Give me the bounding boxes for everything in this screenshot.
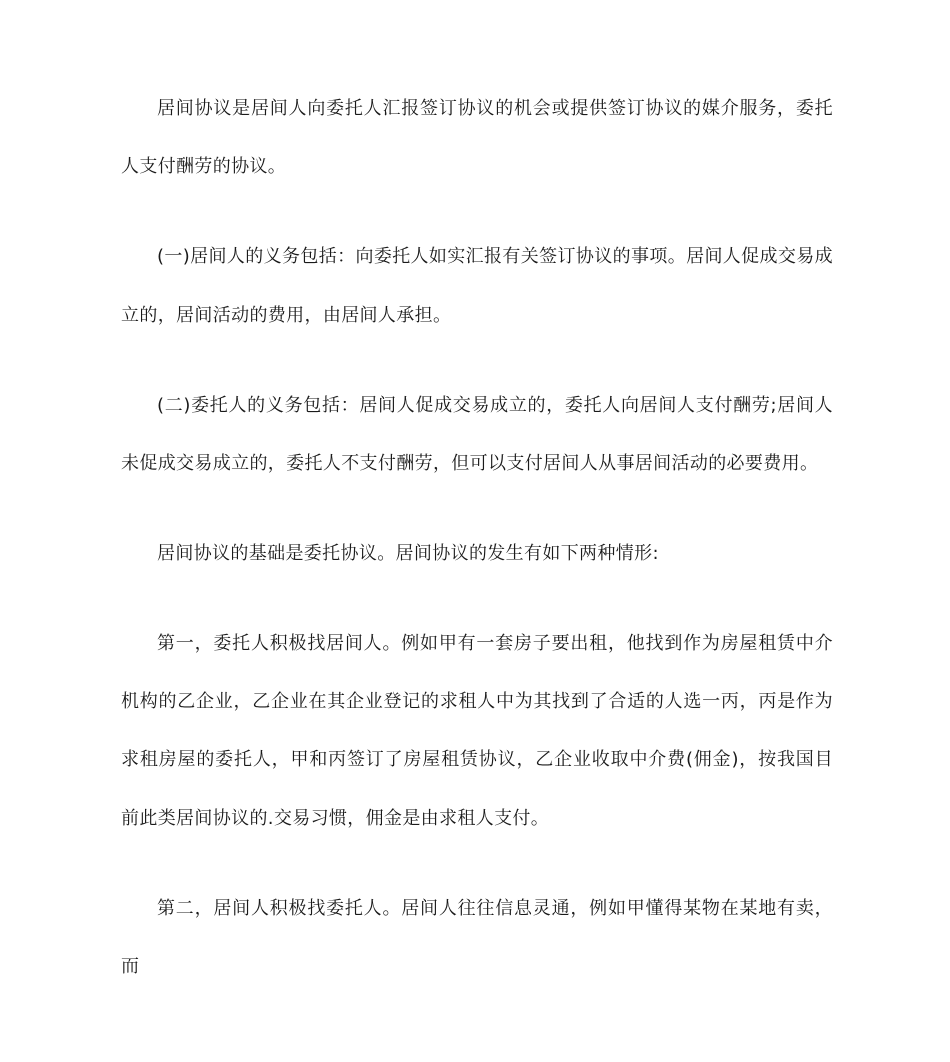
paragraph-case-two: 第二，居间人积极找委托人。居间人往往信息灵通，例如甲懂得某物在某地有卖，而: [121, 897, 833, 977]
document-body: [121, 80, 833, 996]
paragraph-basis: 居间协议的基础是委托协议。居间协议的发生有如下两种情形:: [157, 542, 659, 564]
paragraph-client-duties: (二)委托人的义务包括：居间人促成交易成立的，委托人向居间人支付酬劳;居间人未促成交易成立的，委托人不支付酬劳，但可以支付居间人从事居间活动的必要费用。: [121, 394, 833, 474]
paragraph-definition: 居间协议是居间人向委托人汇报签订协议的机会或提供签订协议的媒介服务，委托人支付酬劳的协议。: [121, 98, 833, 178]
paragraph-case-one: 第一，委托人积极找居间人。例如甲有一套房子要出租，他找到作为房屋租赁中介机构的乙企业，乙企业在其企业登记的求租人中为其找到了合适的人选一丙，丙是作为求租房屋的委托人，甲和丙签订了房屋租赁协议，乙企业收取中介费(佣金)，按我国目前此类居间协议的.交易习惯，佣金是由求租人支付。: [121, 632, 833, 829]
paragraph-intermediary-duties: (一)居间人的义务包括：向委托人如实汇报有关签订协议的事项。居间人促成交易成立的，居间活动的费用，由居间人承担。: [121, 246, 833, 326]
